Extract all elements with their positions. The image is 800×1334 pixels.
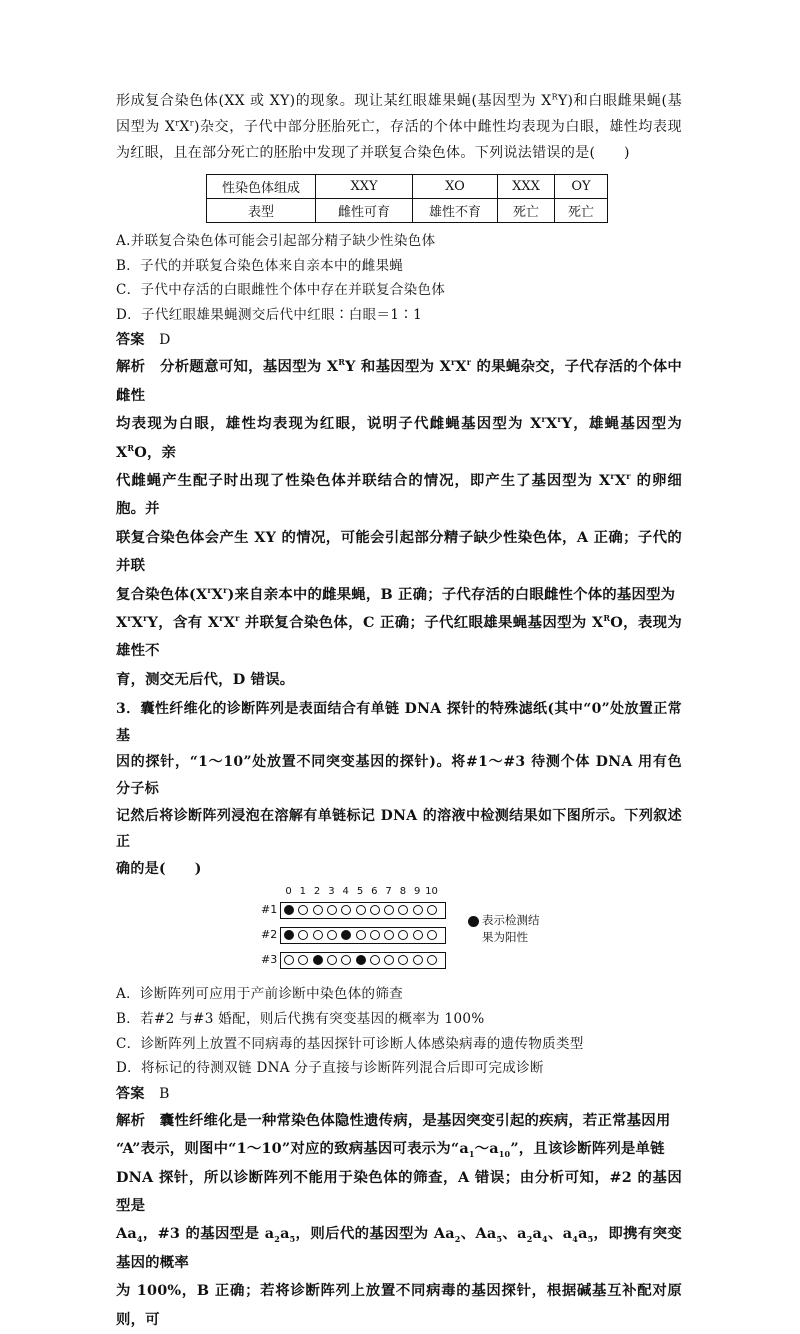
probe-dot bbox=[398, 955, 408, 965]
probe-dot bbox=[384, 955, 394, 965]
explanation-line: DNA 探针，所以诊断阵列不能用于染色体的筛查，A 错误；由分析可知，#2 的基因型是 bbox=[116, 1168, 682, 1214]
probe-dot bbox=[398, 905, 408, 915]
probe-dot bbox=[370, 930, 380, 940]
probe-dot bbox=[384, 930, 394, 940]
table-col: OY bbox=[555, 175, 608, 199]
column-number: 9 bbox=[414, 886, 421, 898]
explanation-label: 解析 bbox=[116, 358, 146, 376]
probe-dot bbox=[284, 955, 294, 965]
row-label: #2 bbox=[261, 928, 278, 942]
table-cell: 死亡 bbox=[498, 199, 555, 223]
probe-dot bbox=[356, 905, 366, 915]
column-number: 1 bbox=[299, 886, 306, 898]
positive-probe-dot bbox=[341, 930, 351, 940]
explanation-line: 联复合染色体会产生 XY 的情况，可能会引起部分精子缺少性染色体，A 正确；子代的并联 bbox=[116, 528, 682, 575]
q3-stem-line: 记然后将诊断阵列浸泡在溶解有单链标记 DNA 的溶液中检测结果如下图所示。下列叙述正 bbox=[116, 807, 682, 851]
probe-dot bbox=[384, 905, 394, 915]
table-col: XXY bbox=[316, 175, 413, 199]
probe-dot bbox=[327, 955, 337, 965]
explanation-line: 为 100%，B 正确；若将诊断阵列上放置不同病毒的基因探针，根据碱基互补配对原则，可 bbox=[116, 1282, 682, 1328]
q2-option-d: D．子代红眼雄果蝇测交后代中红眼∶白眼＝1∶1 bbox=[116, 306, 423, 323]
q3-stem-line: 3．囊性纤维化的诊断阵列是表面结合有单链 DNA 探针的特殊滤纸(其中“0”处放置正常基 bbox=[116, 701, 682, 744]
probe-dot bbox=[413, 905, 423, 915]
probe-dot bbox=[370, 905, 380, 915]
probe-dot bbox=[298, 955, 308, 965]
column-number: 5 bbox=[356, 886, 364, 898]
probe-dot bbox=[427, 955, 437, 965]
column-number: 0 bbox=[285, 886, 292, 898]
probe-dot bbox=[341, 955, 351, 965]
q3-stem-line: 确的是( ) bbox=[116, 860, 202, 877]
explanation-label: 解析 bbox=[116, 1111, 146, 1129]
explanation-line: 均表现为白眼，雄性均表现为红眼，说明子代雌蝇基因型为 $X^rX^rY$，雄蝇基因型为 $X^RO$，亲 bbox=[116, 414, 683, 461]
probe-dot bbox=[427, 930, 437, 940]
table-header-cell: 性染色体组成 bbox=[207, 175, 316, 199]
probe-dot bbox=[313, 930, 323, 940]
probe-dot bbox=[356, 930, 366, 940]
question-2-stem: 形成复合染色体(XX 或 XY)的现象。现让某红眼雄果蝇(基因型为 $X^RY$)和白眼雌果蝇(基因型为 $X^rX^r$)杂交，子代中部分胚胎死亡，存活的个体中雌性均表现为白眼，雄性均表现为红眼，且在部分死亡的胚胎中发现了并联复合染色体。下列说法错误的是( ) bbox=[116, 92, 682, 161]
probe-dot bbox=[370, 955, 380, 965]
table-cell: 雌性可育 bbox=[316, 199, 413, 223]
q2-option-b: B．子代的并联复合染色体来自亲本中的雌果蝇 bbox=[116, 257, 404, 274]
q2-answer: 答案 D bbox=[116, 332, 171, 349]
sex-chromosome-table bbox=[206, 174, 608, 223]
table-col: XO bbox=[413, 175, 498, 199]
column-number: 8 bbox=[399, 886, 407, 898]
probe-dot bbox=[298, 930, 308, 940]
q3-option-b: B．若#2 与#3 婚配，则后代携有突变基因的概率为 100% bbox=[116, 1011, 485, 1027]
row-label: #3 bbox=[261, 953, 278, 967]
q2-option-c: C．子代中存活的白眼雌性个体中存在并联复合染色体 bbox=[116, 282, 446, 299]
positive-probe-dot bbox=[284, 905, 294, 915]
explanation-line: $X^rX^rY$，含有 $X^rX^r$ 并联复合染色体，C 正确；子代红眼雄果蝇基因型为 $X^RO$，表现为雄性不 bbox=[116, 613, 682, 660]
column-number: 4 bbox=[342, 886, 349, 898]
probe-dot bbox=[313, 905, 323, 915]
probe-dot bbox=[298, 905, 308, 915]
row-label: #1 bbox=[261, 903, 278, 917]
column-number: 7 bbox=[385, 886, 392, 898]
probe-dot bbox=[413, 955, 423, 965]
explanation-line: $Aa_4$，#3 的基因型是 $a_2a_5$，则后代的基因型为 $Aa_2$、$Aa_5$、$a_2a_4$、$a_4a_5$，即携有突变基因的概率 bbox=[116, 1225, 683, 1271]
diagnostic-array-diagram bbox=[116, 886, 682, 978]
column-number: 6 bbox=[371, 886, 378, 898]
q3-answer: 答案 B bbox=[116, 1085, 170, 1102]
q3-option-c: C．诊断阵列上放置不同病毒的基因探针可诊断人体感染病毒的遗传物质类型 bbox=[116, 1035, 584, 1052]
explanation-line: 复合染色体$(X^rX^r)$来自亲本中的雌果蝇，B 正确；子代存活的白眼雌性个体的基因型为 bbox=[116, 584, 676, 603]
q2-explanation bbox=[116, 353, 682, 694]
q3-option-a: A．诊断阵列可应用于产前诊断中染色体的筛查 bbox=[116, 986, 404, 1003]
probe-dot bbox=[398, 930, 408, 940]
array-strip bbox=[280, 902, 446, 919]
array-strip bbox=[280, 952, 446, 969]
q3-stem-line: 因的探针，“1～10”处放置不同突变基因的探针)。将#1～#3 待测个体 DNA 用有色分子标 bbox=[116, 754, 682, 798]
column-number: 2 bbox=[313, 886, 321, 898]
explanation-line: 代雌蝇产生配子时出现了性染色体并联结合的情况，即产生了基因型为 $X^rX^r$ 的卵细胞。并 bbox=[116, 471, 682, 518]
q2-option-a: A.并联复合染色体可能会引起部分精子缺少性染色体 bbox=[116, 233, 436, 249]
positive-dot-icon bbox=[468, 916, 479, 927]
column-number: 10 bbox=[425, 886, 438, 898]
table-cell: 死亡 bbox=[555, 199, 608, 223]
probe-dot bbox=[341, 905, 351, 915]
array-strip bbox=[280, 927, 446, 944]
q3-option-d: D．将标记的待测双链 DNA 分子直接与诊断阵列混合后即可完成诊断 bbox=[116, 1060, 544, 1077]
q3-explanation bbox=[116, 1107, 682, 1334]
explanation-line: 解析 分析题意可知，基因型为 $X^RY$ 和基因型为 $X^rX^r$ 的果蝇杂交，子代存活的个体中雌性 bbox=[116, 357, 683, 404]
legend-text: 表示检测结 果为阳性 bbox=[482, 913, 540, 945]
column-number: 3 bbox=[328, 886, 335, 898]
explanation-line: “A”表示，则图中“1～10”对应的致病基因可表示为“$a_1\sim a_{10}$”，且该诊断阵列是单链 bbox=[116, 1140, 665, 1160]
explanation-line: 解析 囊性纤维化是一种常染色体隐性遗传病，是基因突变引起的疾病，若正常基因用 bbox=[116, 1111, 671, 1129]
probe-dot bbox=[327, 905, 337, 915]
explanation-line: 育，测交无后代，D 错误。 bbox=[116, 670, 295, 688]
table-row-label: 表型 bbox=[207, 199, 316, 223]
table-col: XXX bbox=[498, 175, 555, 199]
probe-dot bbox=[413, 930, 423, 940]
probe-dot bbox=[327, 930, 337, 940]
table-cell: 雄性不育 bbox=[413, 199, 498, 223]
positive-probe-dot bbox=[284, 930, 294, 940]
positive-probe-dot bbox=[313, 955, 323, 965]
document-page bbox=[116, 88, 682, 1334]
positive-probe-dot bbox=[356, 955, 366, 965]
probe-dot bbox=[427, 905, 437, 915]
